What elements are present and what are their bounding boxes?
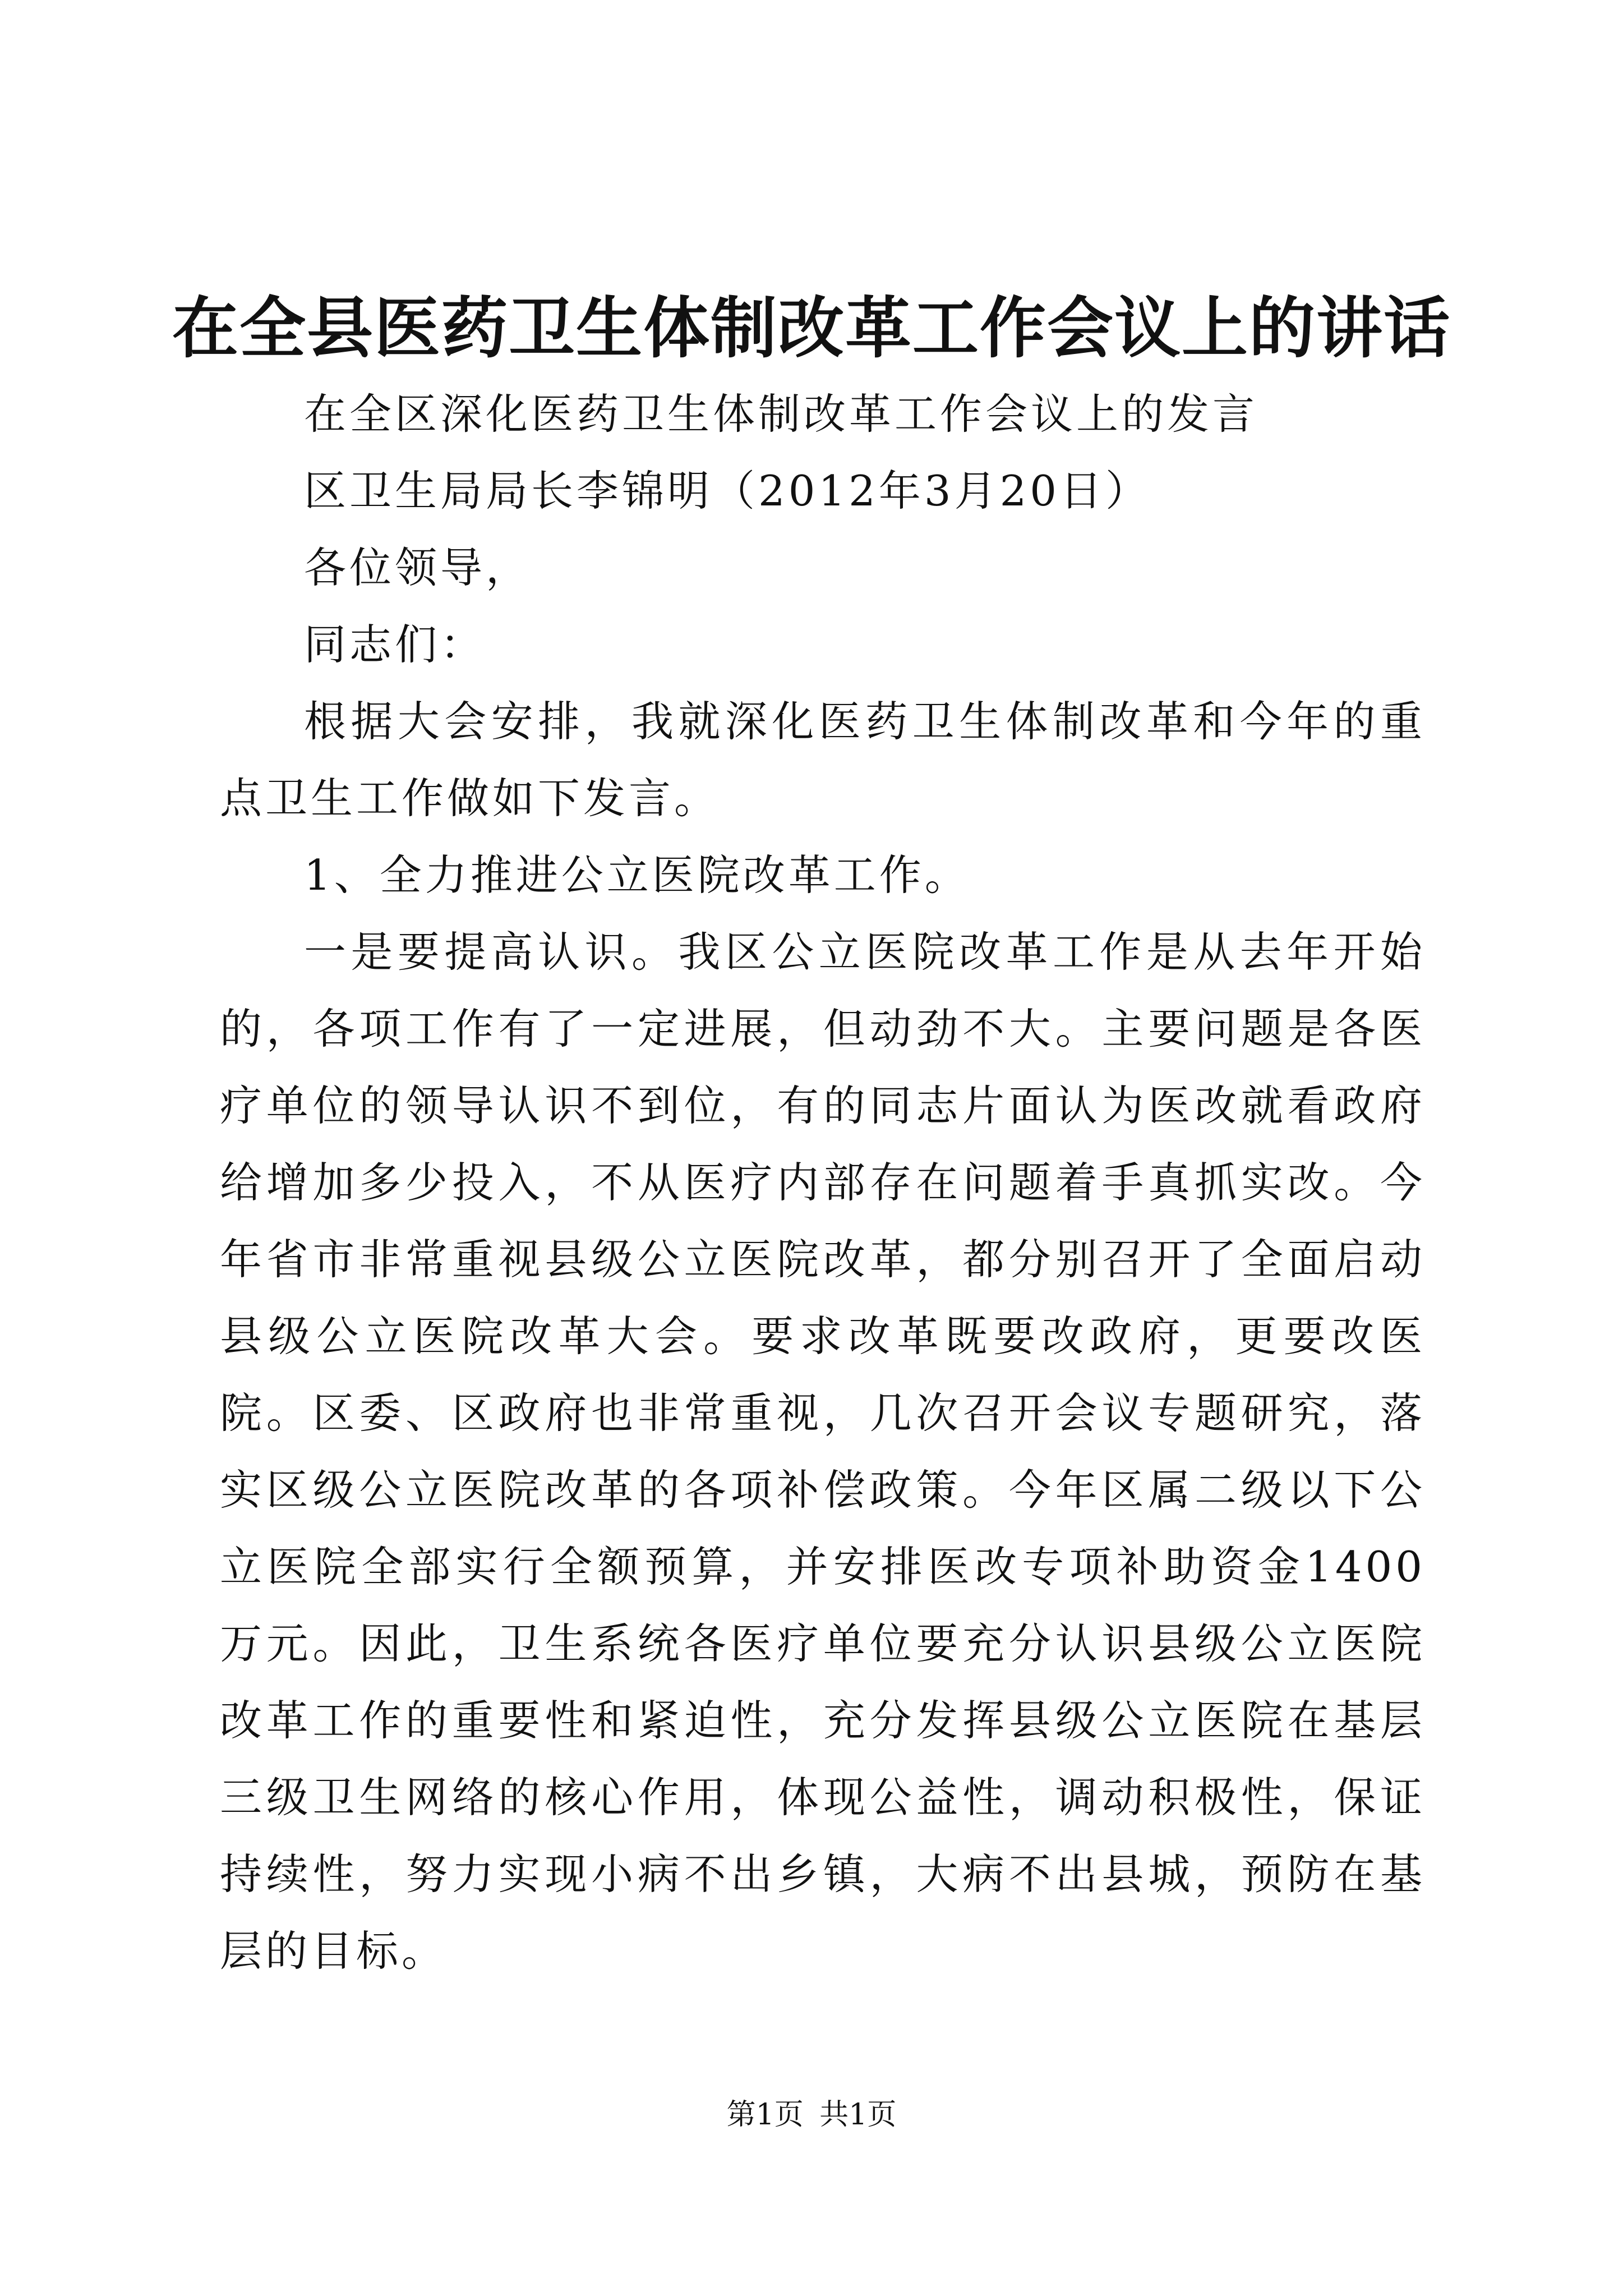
intro-paragraph: 根据大会安排，我就深化医药卫生体制改革和今年的重点卫生工作做如下发言。 [220,697,1426,823]
salutation-leaders: 各位领导， [304,543,532,592]
salutation-comrades: 同志们： [304,620,486,669]
page-total: 共1页 [819,2098,897,2132]
section-heading-1: 1、全力推进公立医院改革工作。 [304,850,970,900]
page-number: 第1页 [726,2098,804,2132]
document-body [220,376,1426,1990]
page-footer [0,2092,1623,2137]
document-title: 在全县医药卫生体制改革工作会议上的讲话 [172,289,1451,367]
speaker-line: 区卫生局局长李锦明（2012年3月20日） [304,466,1151,516]
speech-heading: 在全区深化医药卫生体制改革工作会议上的发言 [304,389,1258,439]
body-paragraph: 一是要提高认识。我区公立医院改革工作是从去年开始的，各项工作有了一定进展，但动劲不大。主要问题是各医疗单位的领导认识不到位，有的同志片面认为医改就看政府给增加多少投入，不从医疗内部存在问题着手真抓实改。今年省市非常重视县级公立医院改革，都分别召开了全面启动县级公立医院改革大会。要求改革既要改政府，更要改医院。区委、区政府也非常重视，几次召开会议专题研究，落实区级公立医院改革的各项补偿政策。今年区属二级以下公立医院全部实行全额预算，并安排医改专项补助资金1400万元。因此，卫生系统各医疗单位要充分认识县级公立医院改革工作的重要性和紧迫性，充分发挥县级公立医院在基层三级卫生网络的核心作用，体现公益性，调动积极性，保证持续性，努力实现小病不出乡镇，大病不出县城，预防在基层的目标。 [220,927,1426,1976]
